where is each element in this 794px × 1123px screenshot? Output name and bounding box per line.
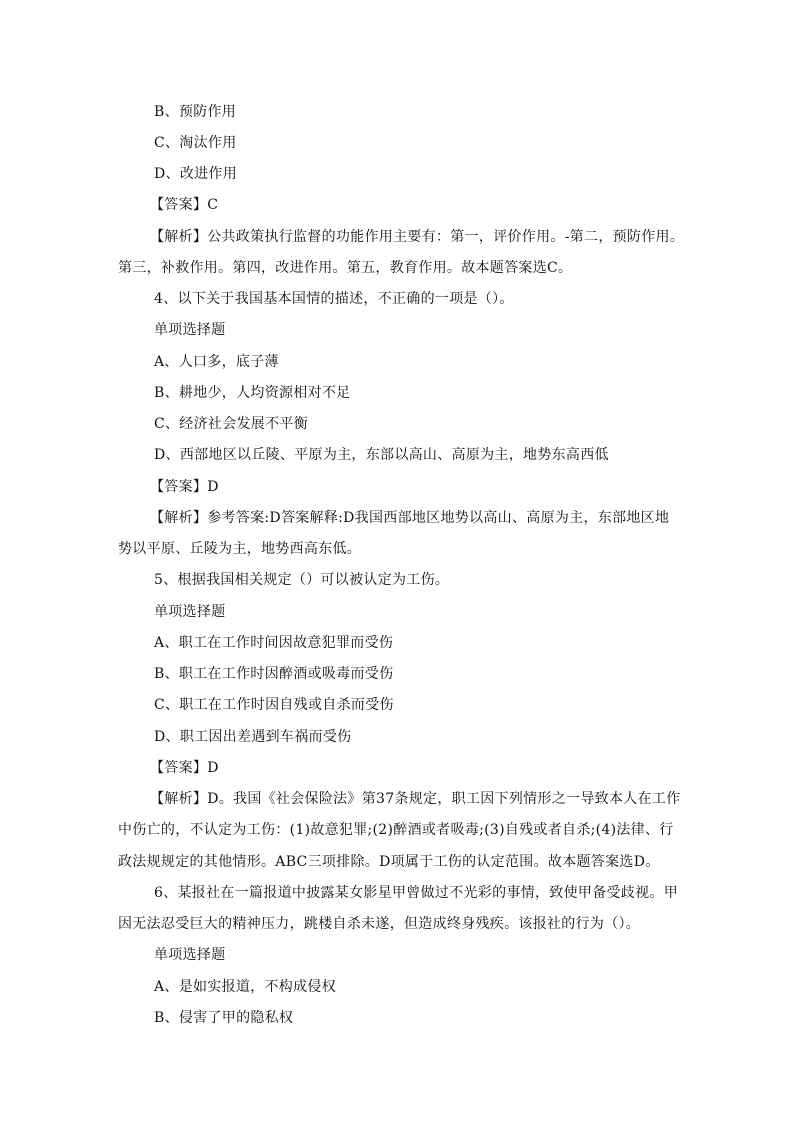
q4-option-a: A、人口多，底子薄 <box>154 354 279 370</box>
q5-analysis-line2: 中伤亡的，不认定为工伤：(1)故意犯罪;(2)醉酒或者吸毒;(3)自残或者自杀;(4)法律、行 <box>118 822 674 838</box>
q5-option-b: B、职工在工作时因醉酒或吸毒而受伤 <box>154 666 394 682</box>
q5-type: 单项选择题 <box>154 604 226 620</box>
q4-answer: 【答案】D <box>150 479 219 495</box>
q3-analysis-line1: 【解析】公共政策执行监督的功能作用主要有：第一，评价作用。-第二，预防作用。 <box>150 229 685 245</box>
q3-option-c: C、淘汰作用 <box>154 135 237 151</box>
q5-option-c: C、职工在工作时因自残或自杀而受伤 <box>154 697 394 713</box>
q3-answer: 【答案】C <box>150 197 219 213</box>
q4-option-d: D、西部地区以丘陵、平原为主，东部以高山、高原为主，地势东高西低 <box>154 447 609 463</box>
q3-option-b: B、预防作用 <box>154 104 237 120</box>
q4-question: 4、以下关于我国基本国情的描述，不正确的一项是（）。 <box>154 291 514 307</box>
q4-option-b: B、耕地少，人均资源相对不足 <box>154 385 351 401</box>
q5-analysis-line3: 政法规规定的其他情形。ABC三项排除。D项属于工伤的认定范围。故本题答案选D。 <box>118 854 660 870</box>
q5-answer: 【答案】D <box>150 760 219 776</box>
q3-analysis-line2: 第三，补救作用。第四，改进作用。第五，教育作用。故本题答案选C。 <box>118 260 573 276</box>
q4-option-c: C、经济社会发展不平衡 <box>154 416 309 432</box>
q6-question-line1: 6、某报社在一篇报道中披露某女影星甲曾做过不光彩的事情，致使甲备受歧视。甲 <box>154 885 679 901</box>
q5-option-d: D、职工因出差遇到车祸而受伤 <box>154 729 352 745</box>
q4-analysis-line2: 势以平原、丘陵为主，地势西高东低。 <box>118 541 362 557</box>
q5-analysis-line1: 【解析】D。我国《社会保险法》第37条规定，职工因下列情形之一导致本人在工作 <box>150 791 681 807</box>
q6-question-line2: 因无法忍受巨大的精神压力，跳楼自杀未遂，但造成终身残疾。该报社的行为（）。 <box>118 916 641 932</box>
q6-option-a: A、是如实报道，不构成侵权 <box>154 979 337 995</box>
q4-type: 单项选择题 <box>154 322 226 338</box>
q6-option-b: B、侵害了甲的隐私权 <box>154 1010 294 1026</box>
q6-type: 单项选择题 <box>154 947 226 963</box>
q5-question: 5、根据我国相关规定（）可以被认定为工伤。 <box>154 572 450 588</box>
q5-option-a: A、职工在工作时间因故意犯罪而受伤 <box>154 635 394 651</box>
q3-option-d: D、改进作用 <box>154 166 238 182</box>
q4-analysis-line1: 【解析】参考答案:D答案解释:D我国西部地区地势以高山、高原为主，东部地区地 <box>150 510 670 526</box>
